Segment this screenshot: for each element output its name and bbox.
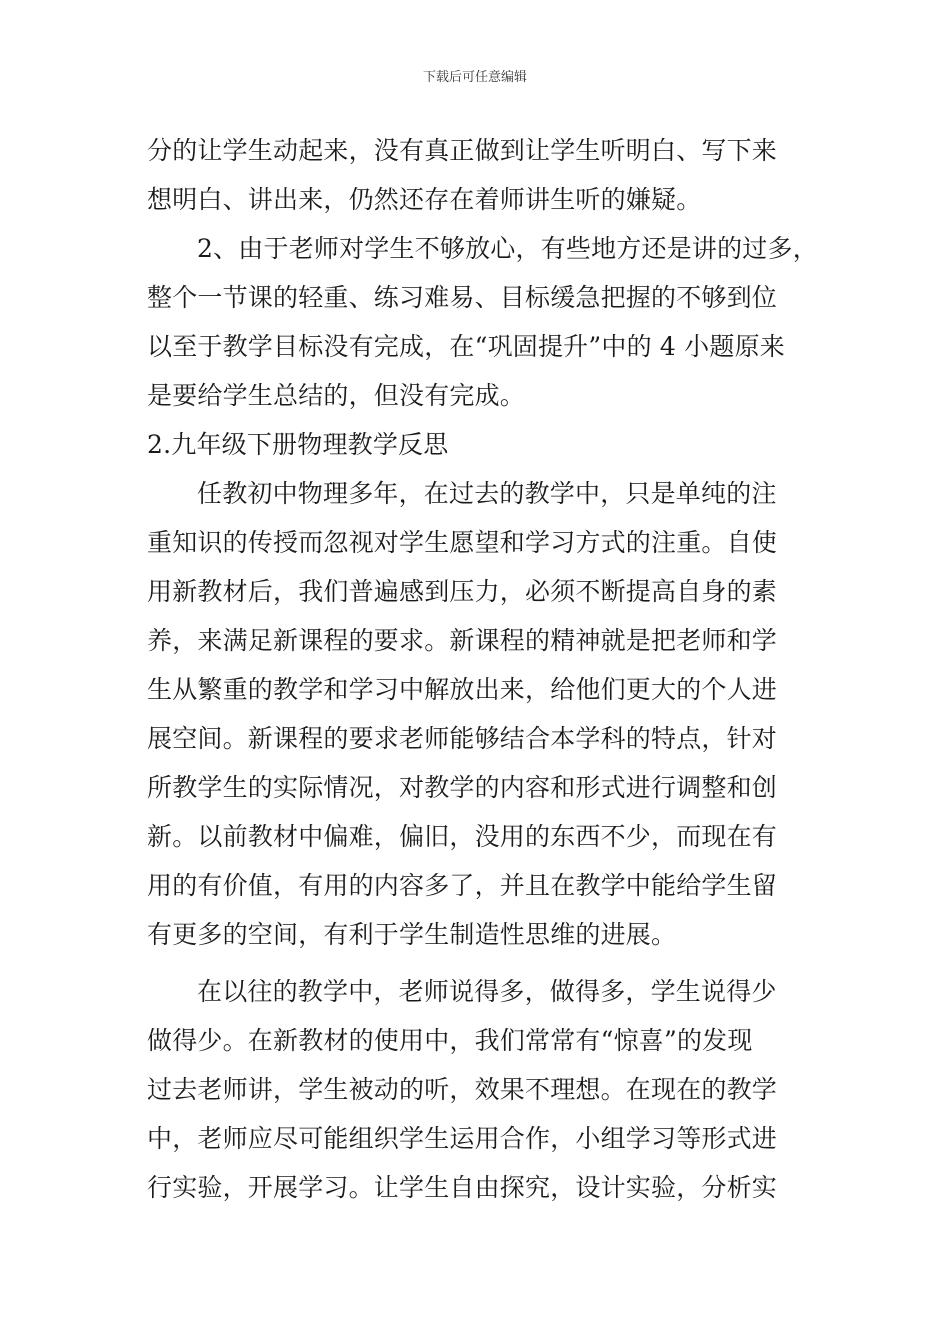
text-line: 展空间。新课程的要求老师能够结合本学科的特点，针对	[147, 724, 778, 753]
text-line: 在以往的教学中，老师说得多，做得多，学生说得少	[197, 977, 777, 1006]
document-body	[147, 126, 818, 1212]
text-line: 是要给学生总结的，但没有完成。	[147, 381, 526, 410]
text-line: 分的让学生动起来，没有真正做到让学生听明白、写下来	[147, 136, 778, 165]
text-line: 用新教材后，我们普遍感到压力，必须不断提高自身的素	[147, 577, 778, 606]
text-line: 整个一节课的轻重、练习难易、目标缓急把握的不够到位	[147, 283, 778, 312]
text-line: 过去老师讲，学生被动的听，效果不理想。在现在的教学	[147, 1075, 778, 1104]
text-line: 想明白、讲出来，仍然还存在着师讲生听的嫌疑。	[147, 185, 702, 214]
text-line: 任教初中物理多年，在过去的教学中，只是单纯的注	[197, 479, 777, 508]
text-line: 行实验，开展学习。让学生自由探究，设计实验，分析实	[147, 1173, 778, 1202]
page-header: 下载后可任意编辑	[422, 70, 527, 85]
text-line: 生从繁重的教学和学习中解放出来，给他们更大的个人进	[147, 675, 778, 704]
text-line: 中，老师应尽可能组织学生运用合作，小组学习等形式进	[147, 1124, 778, 1153]
section-heading: 2.九年级下册物理教学反思	[147, 430, 449, 459]
text-line: 以至于教学目标没有完成，在“巩固提升”中的 4 小题原来	[147, 332, 785, 361]
text-line: 做得少。在新教材的使用中，我们常常有“惊喜”的发现	[147, 1026, 753, 1055]
text-line: 所教学生的实际情况，对教学的内容和形式进行调整和创	[147, 773, 778, 802]
text-line: 用的有价值，有用的内容多了，并且在教学中能给学生留	[147, 871, 778, 900]
text-line: 养，来满足新课程的要求。新课程的精神就是把老师和学	[147, 626, 778, 655]
text-line: 新。以前教材中偏难，偏旧，没用的东西不少，而现在有	[147, 822, 778, 851]
text-line: 重知识的传授而忽视对学生愿望和学习方式的注重。自使	[147, 528, 778, 557]
text-line: 有更多的空间，有利于学生制造性思维的进展。	[147, 920, 677, 949]
text-line: 2、由于老师对学生不够放心，有些地方还是讲的过多，	[197, 234, 818, 263]
